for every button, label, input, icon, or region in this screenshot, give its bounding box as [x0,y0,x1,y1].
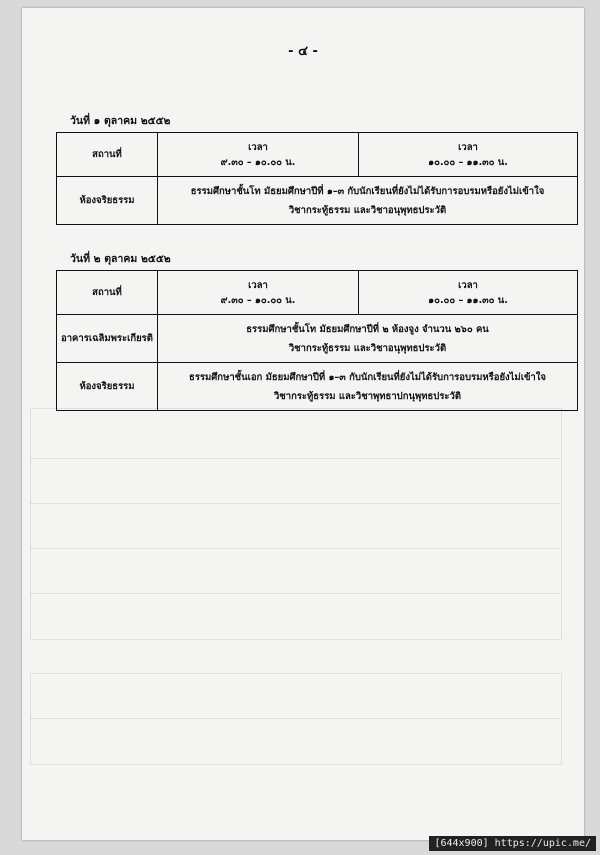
bleed-through-rule [30,718,560,719]
bleed-through-rule [30,503,560,504]
slot1-label: เวลา [248,279,268,291]
row-place: ห้องจริยธรรม [57,177,158,225]
day1-schedule-table [56,132,578,225]
row-place: อาคารเฉลิมพระเกียรติ [57,315,158,363]
activity-line1: ธรรมศึกษาชั้นโท มัธยมศึกษาปีที่ ๑–๓ กับนักเรียนที่ยังไม่ได้รับการอบรมหรือยังไม่เข้าใจ [190,185,545,197]
table-header-row [57,133,578,177]
day2-schedule-table [56,270,578,411]
image-host-watermark: [644x900] https://upic.me/ [429,836,596,851]
slot2-time: ๑๐.๐๐ – ๑๑.๓๐ น. [428,156,508,168]
activity-line2: วิชากระทู้ธรรม และวิชาพุทธาปกนุพุทธประวัติ [273,390,462,402]
slot2-label: เวลา [458,141,478,153]
slot1-time: ๙.๓๐ – ๑๐.๐๐ น. [220,156,296,168]
bleed-through-rule [30,548,560,549]
day2-title: วันที่ ๒ ตุลาคม ๒๕๕๒ [70,253,171,265]
activity-line2: วิชากระทู้ธรรม และวิชาอนุพุทธประวัติ [288,342,447,354]
activity-line1: ธรรมศึกษาชั้นเอก มัธยมศึกษาปีที่ ๑–๓ กับนักเรียนที่ยังไม่ได้รับการอบรมหรือยังไม่เข้าใจ [189,371,546,383]
slot1-header [158,271,359,315]
slot1-label: เวลา [248,141,268,153]
page-number: - ๔ - [288,44,318,59]
table-row [57,363,578,411]
document-page [22,8,584,840]
table-row [57,177,578,225]
day1-title: วันที่ ๑ ตุลาคม ๒๕๕๒ [70,115,171,127]
row-activity [158,315,578,363]
slot1-header [158,133,359,177]
slot2-label: เวลา [458,279,478,291]
row-place: ห้องจริยธรรม [57,363,158,411]
table-header-row [57,271,578,315]
bleed-through-rule [30,458,560,459]
place-header: สถานที่ [57,271,158,315]
place-header: สถานที่ [57,133,158,177]
slot1-time: ๙.๓๐ – ๑๐.๐๐ น. [220,294,296,306]
bleed-through-rule [30,593,560,594]
table-row [57,315,578,363]
bleed-through-table [30,408,562,640]
slot2-time: ๑๐.๐๐ – ๑๑.๓๐ น. [428,294,508,306]
activity-line1: ธรรมศึกษาชั้นโท มัธยมศึกษาปีที่ ๒ ห้องจูง จำนวน ๒๖๐ คน [246,323,489,335]
slot2-header [359,271,578,315]
activity-line2: วิชากระทู้ธรรม และวิชาอนุพุทธประวัติ [288,204,447,216]
slot2-header [359,133,578,177]
row-activity [158,177,578,225]
bleed-through-table [30,673,562,765]
row-activity [158,363,578,411]
